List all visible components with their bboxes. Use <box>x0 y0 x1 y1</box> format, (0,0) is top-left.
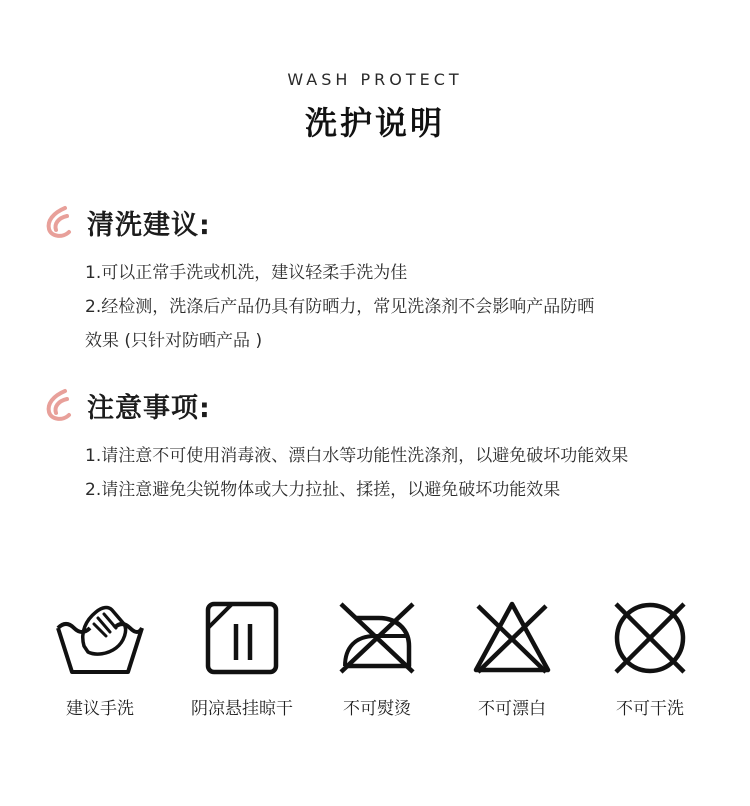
care-symbol <box>35 598 165 719</box>
list-item: 2.经检测，洗涤后产品仍具有防晒力，常见洗涤剂不会影响产品防晒 <box>85 297 595 317</box>
no-iron-icon <box>335 598 419 678</box>
list-item: 1.可以正常手洗或机洗，建议轻柔手洗为佳 <box>85 263 408 283</box>
no-dry-clean-icon <box>608 598 692 678</box>
care-label: 不可干洗 <box>616 699 684 719</box>
care-label: 建议手洗 <box>66 699 134 719</box>
shade-hang-dry-icon <box>202 598 282 678</box>
section-title: 注意事项: <box>87 392 211 424</box>
list-item: 2.请注意避免尖锐物体或大力拉扯、揉搓，以避免破坏功能效果 <box>85 480 561 500</box>
section-precautions <box>45 383 725 507</box>
care-label: 不可漂白 <box>478 699 546 719</box>
drop-leaf-icon <box>45 205 73 239</box>
section-header <box>45 383 725 427</box>
section-wash-advice <box>45 200 725 358</box>
section-header <box>45 200 725 244</box>
list-item: 效果 (只针对防晒产品 ) <box>85 331 263 351</box>
subtitle: WASH PROTECT <box>287 70 463 89</box>
list-item: 1.请注意不可使用消毒液、漂白水等功能性洗涤剂，以避免破坏功能效果 <box>85 446 629 466</box>
care-label: 不可熨烫 <box>343 699 411 719</box>
section-title: 清洗建议: <box>87 209 211 241</box>
care-label: 阴凉悬挂晾干 <box>191 699 293 719</box>
care-symbol <box>312 598 442 719</box>
care-symbol <box>177 598 307 719</box>
hand-wash-icon <box>52 598 148 678</box>
care-symbols-row <box>0 598 750 728</box>
care-symbol <box>585 598 715 719</box>
no-bleach-icon <box>470 598 554 678</box>
care-symbol <box>447 598 577 719</box>
page-title: 洗护说明 <box>304 104 445 142</box>
drop-leaf-icon <box>45 388 73 422</box>
